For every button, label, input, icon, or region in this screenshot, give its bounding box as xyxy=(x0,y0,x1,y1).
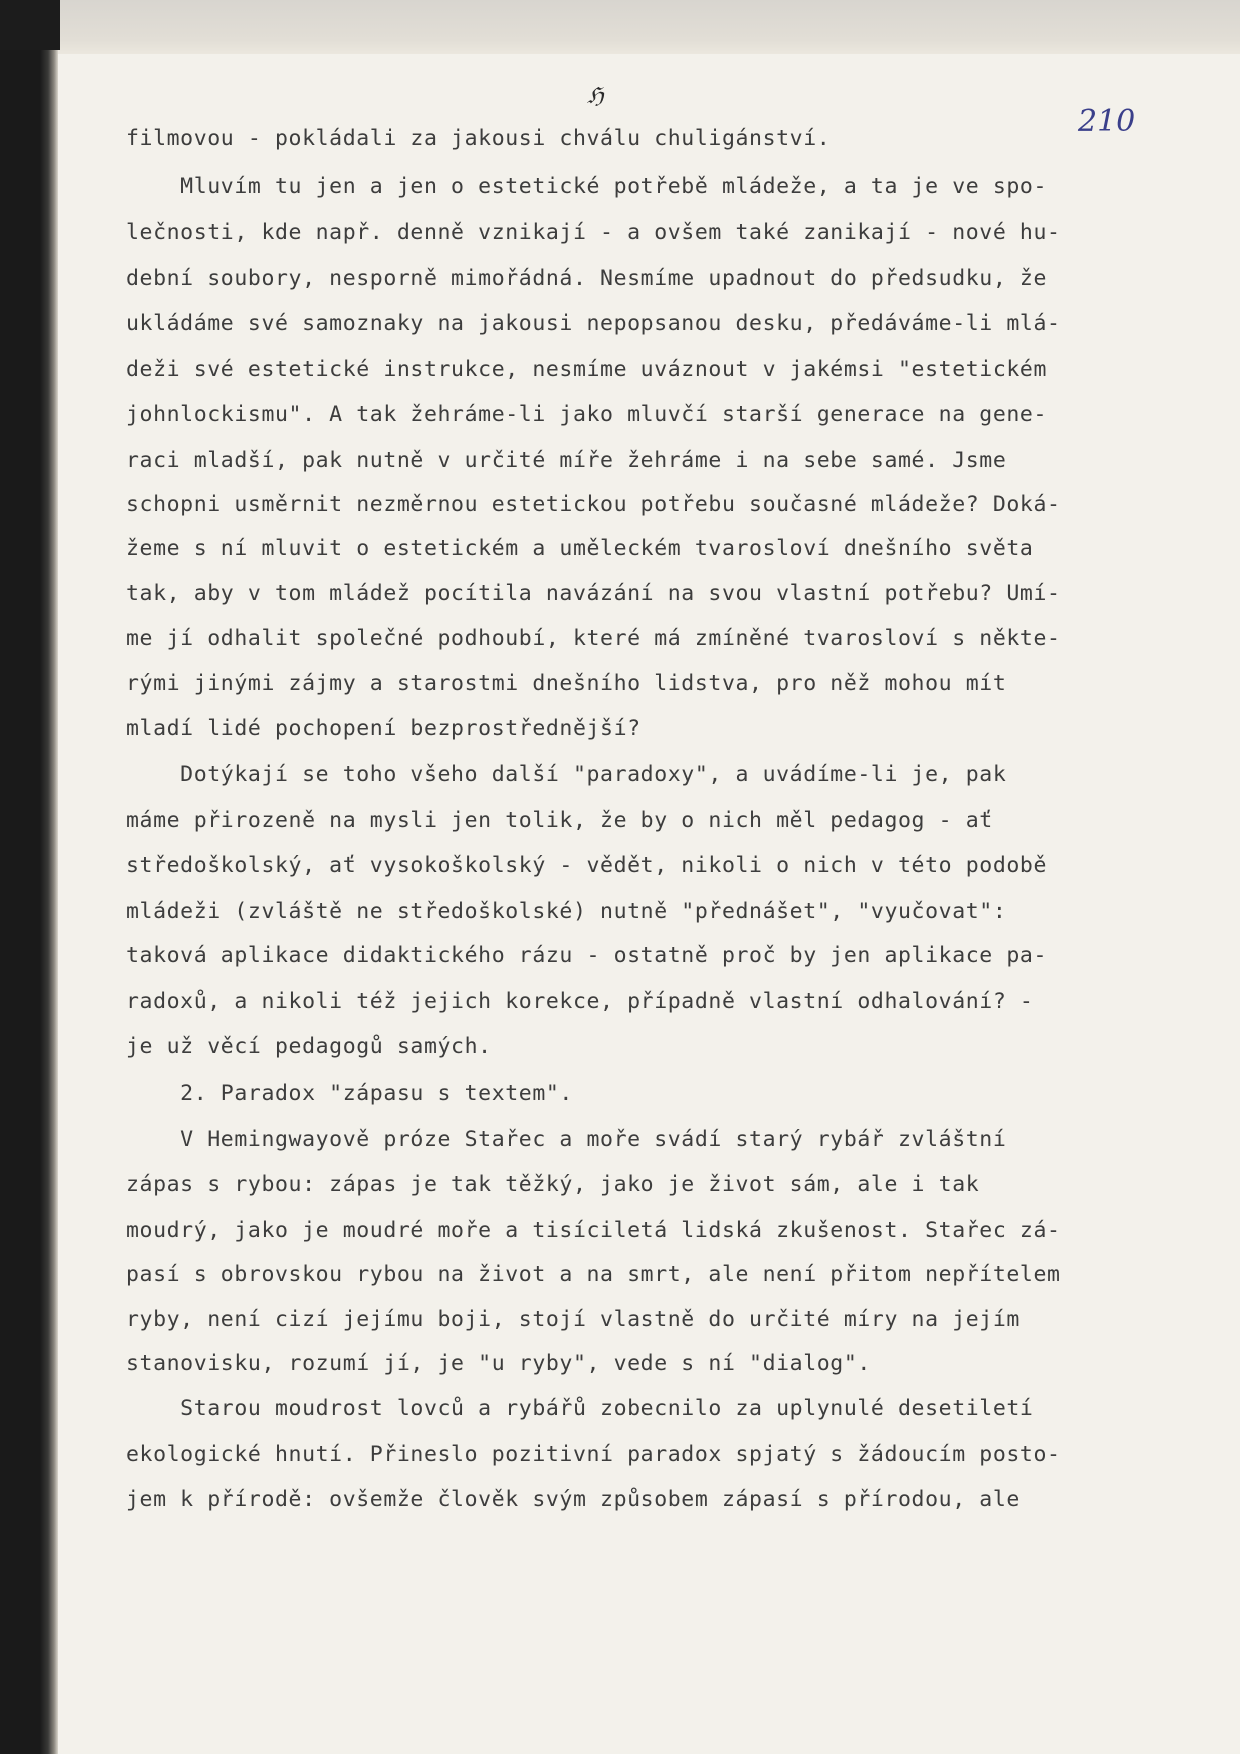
text-line: Starou moudrost lovců a rybářů zobecnilo za uplynulé desetiletí xyxy=(126,1396,1034,1421)
text-line: stanovisku, rozumí jí, je "u ryby", vede s ní "dialog". xyxy=(126,1351,871,1376)
text-line: středoškolský, ať vysokoškolský - vědět, nikoli o nich v této podobě xyxy=(126,853,1047,878)
text-line: ekologické hnutí. Přineslo pozitivní paradox spjatý s žádoucím posto- xyxy=(126,1442,1061,1467)
text-line: radoxů, a nikoli též jejich korekce, případně vlastní odhalování? - xyxy=(126,989,1034,1014)
page-marker: ℌ xyxy=(587,84,604,109)
text-line: raci mladší, pak nutně v určité míře žehráme i na sebe samé. Jsme xyxy=(126,448,1007,473)
text-line: pasí s obrovskou rybou na život a na smrt, ale není přitom nepřítelem xyxy=(126,1262,1061,1287)
text-line: johnlockismu". A tak žehráme-li jako mluvčí starší generace na gene- xyxy=(126,402,1047,427)
text-line: V Hemingwayově próze Stařec a moře svádí starý rybář zvláštní xyxy=(126,1127,1007,1152)
text-line: mládeži (zvláště ne středoškolské) nutně "přednášet", "vyučovat": xyxy=(126,899,1007,924)
text-line: je už věcí pedagogů samých. xyxy=(126,1034,492,1059)
text-line: jem k přírodě: ovšemže člověk svým způsobem zápasí s přírodou, ale xyxy=(126,1487,1020,1512)
section-heading: 2. Paradox "zápasu s textem". xyxy=(126,1081,573,1106)
text-line: taková aplikace didaktického rázu - ostatně proč by jen aplikace pa- xyxy=(126,943,1047,968)
text-line: mladí lidé pochopení bezprostřednější? xyxy=(126,716,641,741)
text-line: schopni usměrnit nezměrnou estetickou potřebu současné mládeže? Doká- xyxy=(126,492,1061,517)
text-line: filmovou - pokládali za jakousi chválu chuligánství. xyxy=(126,126,831,151)
scan-corner xyxy=(0,0,60,50)
text-line: moudrý, jako je moudré moře a tisíciletá lidská zkušenost. Stařec zá- xyxy=(126,1218,1061,1243)
text-line: ukládáme své samoznaky na jakousi nepopsanou desku, předáváme-li mlá- xyxy=(126,311,1061,336)
scan-left-edge xyxy=(0,0,58,1754)
text-line: lečnosti, kde např. denně vznikají - a ovšem také zanikají - nové hu- xyxy=(126,220,1061,245)
text-line: deži své estetické instrukce, nesmíme uváznout v jakémsi "estetickém xyxy=(126,357,1047,382)
text-line: Mluvím tu jen a jen o estetické potřebě mládeže, a ta je ve spo- xyxy=(126,174,1047,199)
text-line: rými jinými zájmy a starostmi dnešního lidstva, pro něž mohou mít xyxy=(126,671,1007,696)
text-line: me jí odhalit společné podhoubí, které má zmíněné tvarosloví s někte- xyxy=(126,626,1061,651)
text-line: tak, aby v tom mládež pocítila navázání na svou vlastní potřebu? Umí- xyxy=(126,581,1061,606)
scan-top-edge xyxy=(0,0,1240,54)
handwritten-page-number: 210 xyxy=(1078,104,1136,139)
text-line: ryby, není cizí jejímu boji, stojí vlastně do určité míry na jejím xyxy=(126,1307,1020,1332)
text-line: zápas s rybou: zápas je tak těžký, jako je život sám, ale i tak xyxy=(126,1172,980,1197)
text-line: máme přirozeně na mysli jen tolik, že by o nich měl pedagog - ať xyxy=(126,808,993,833)
text-line: dební soubory, nesporně mimořádná. Nesmíme upadnout do předsudku, že xyxy=(126,266,1047,291)
text-line: žeme s ní mluvit o estetickém a uměleckém tvarosloví dnešního světa xyxy=(126,536,1034,561)
text-line: Dotýkají se toho všeho další "paradoxy", a uvádíme-li je, pak xyxy=(126,762,1007,787)
